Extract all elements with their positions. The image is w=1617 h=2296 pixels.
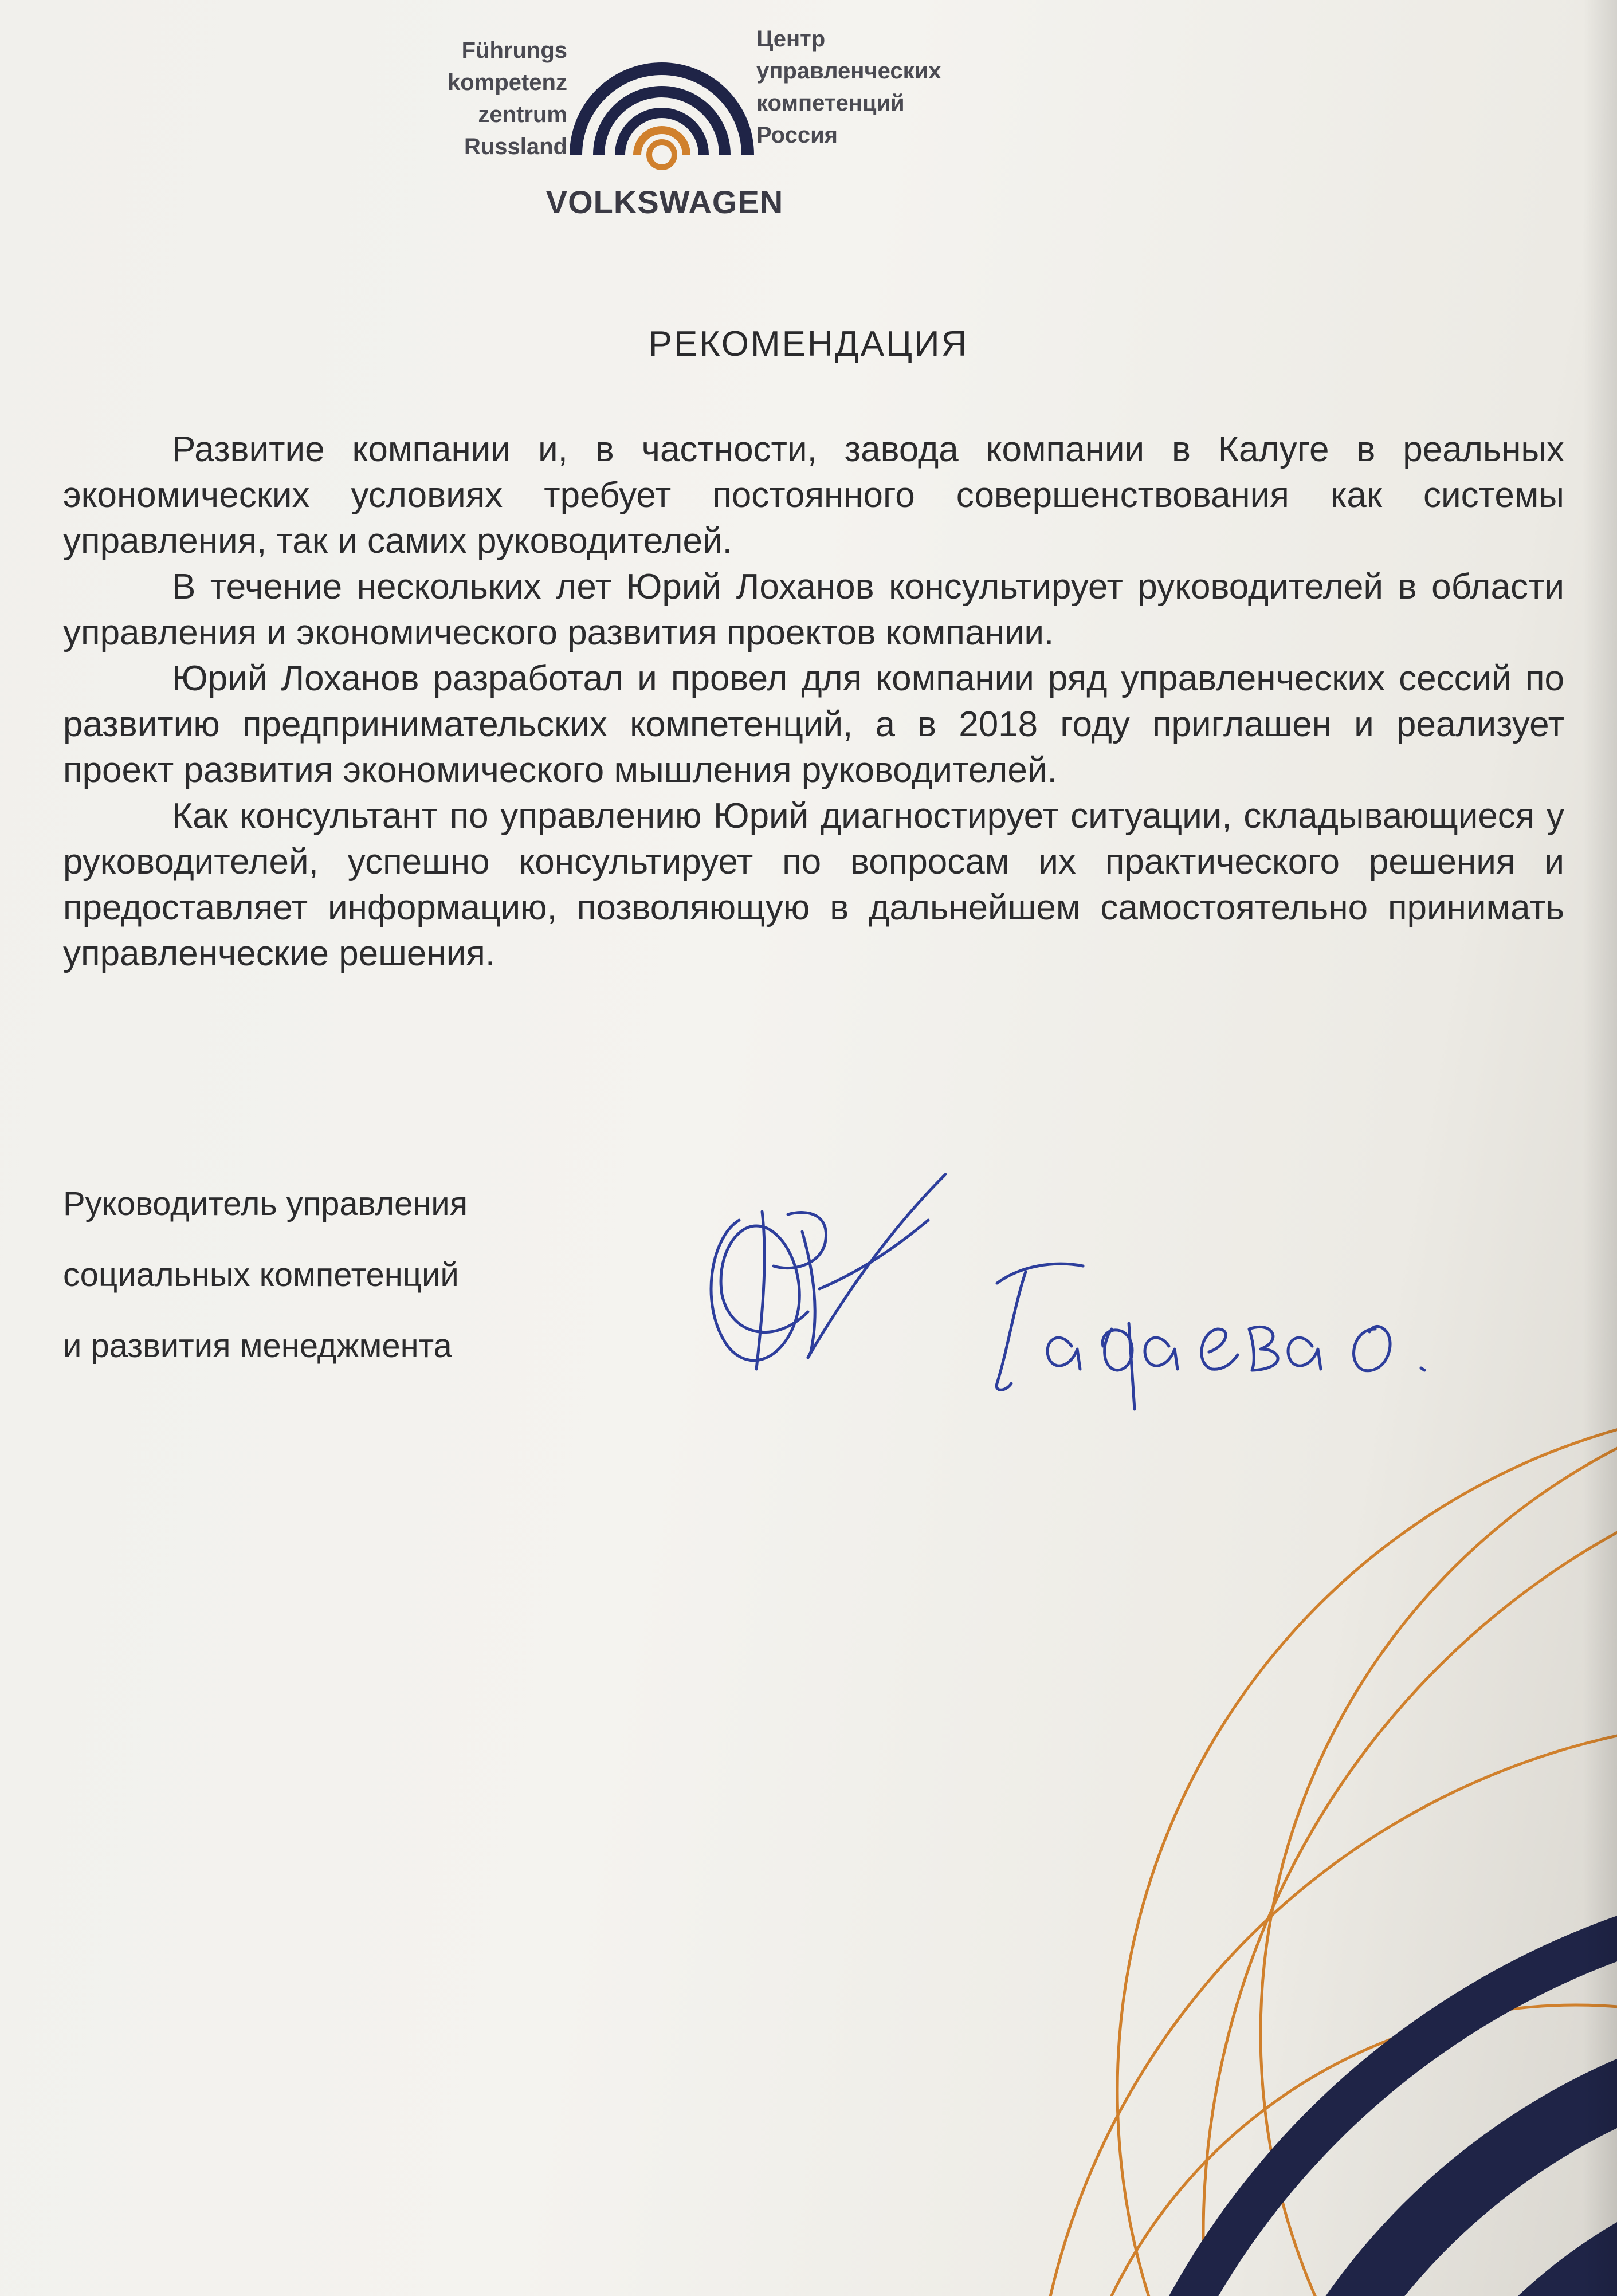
document-title: РЕКОМЕНДАЦИЯ <box>648 324 969 364</box>
letterhead-right-text: Центр управленческих компетенций Россия <box>756 26 941 148</box>
document-body <box>63 427 1564 977</box>
page-edge-shadow <box>1583 0 1617 2296</box>
paragraph: Юрий Лоханов разработал и провел для компании ряд управленческих сессий по развитию предпринимательских компетенций, а в 2018 году приглашен и реализует проект развития экономического мышления руководителей. <box>63 659 1564 790</box>
paragraph: Как консультант по управлению Юрий диагностирует ситуации, складывающиеся у руководителей, успешно консультирует по вопросам их практического решения и предоставляет информацию, позволяющую в дальнейшем самостоятельно принимать управленческие решения. <box>63 796 1564 973</box>
paragraph: В течение нескольких лет Юрий Лоханов консультирует руководителей в области управления и экономического развития проектов компании. <box>63 567 1564 652</box>
competence-center-logo-icon <box>567 11 756 183</box>
signatory-position: Руководитель управления социальных компетенций и развития менеджмента <box>63 1185 468 1365</box>
letterhead-left-text: Führungs kompetenz zentrum Russland <box>448 38 567 159</box>
brand-name: VOLKSWAGEN <box>545 184 784 220</box>
letterhead <box>424 11 974 229</box>
handwritten-signature <box>676 1157 1450 1421</box>
paragraph: Развитие компании и, в частности, завода компании в Калуге в реальных экономических условиях требует постоянного совершенствования как системы управления, так и самих руководителей. <box>63 430 1564 561</box>
